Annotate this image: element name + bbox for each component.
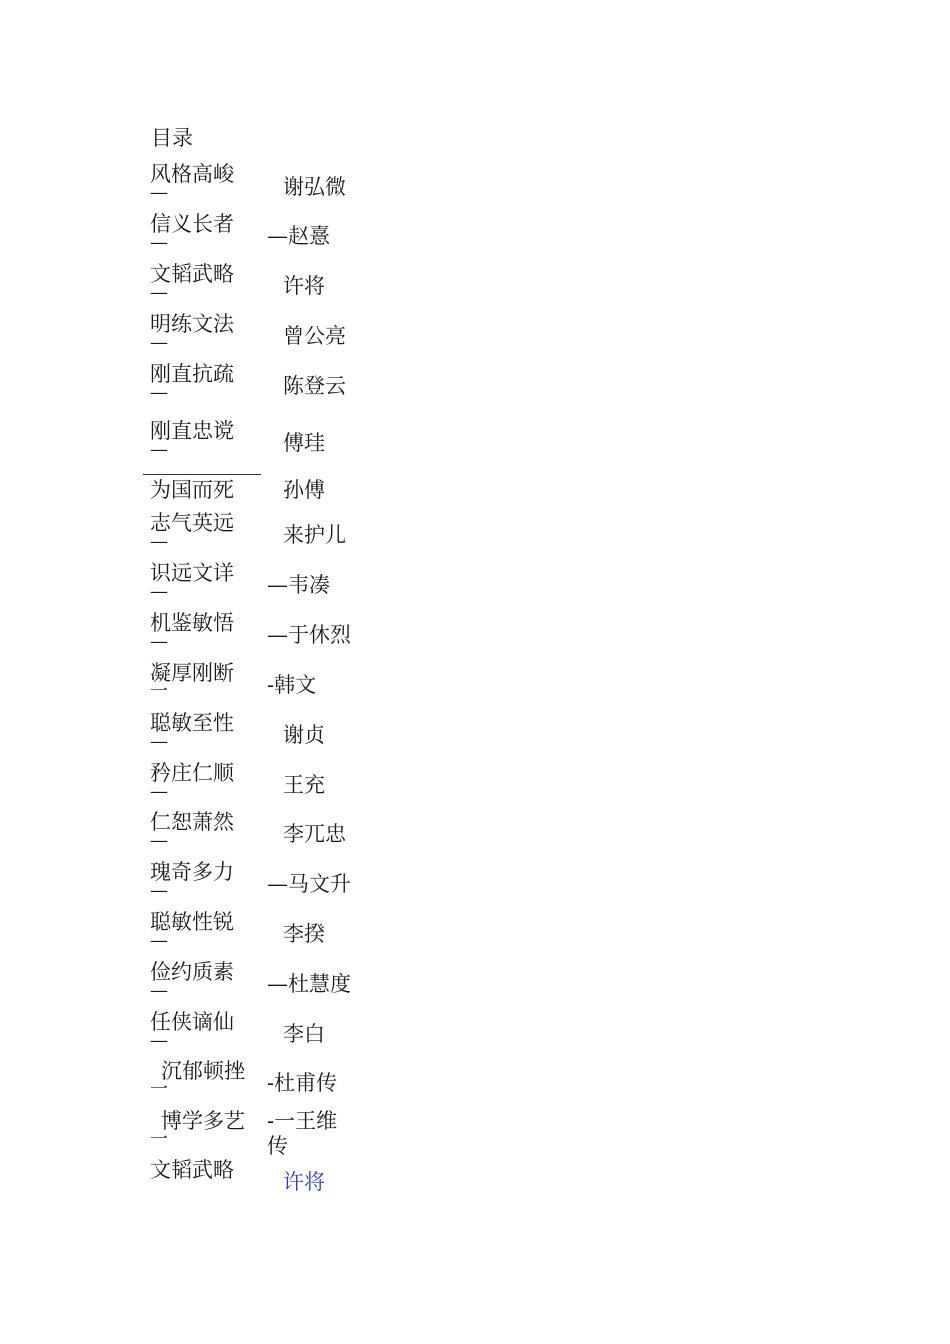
entry-title: 任侠谪仙 — [150,1010,234,1051]
entry-author: 许将 [283,274,325,298]
entry-dash: — [150,182,168,203]
entry-dash: — [150,880,168,901]
entry-title: 风格高峻 — [150,162,234,203]
entry-dash: 一 [150,681,168,702]
entry-title: 文韬武略 [150,1158,234,1182]
entry-dash: — [150,930,168,951]
entry-title: 识远文详 — [150,561,234,602]
entry-title: 刚直忠谠 — [150,419,234,460]
entry-title: 沉郁顿挫 一 [150,1059,245,1100]
entry-dash: — [150,581,168,602]
entry-dash: — [150,731,168,752]
entry-dash: — [150,531,168,552]
entry-author: —马文升 [267,872,351,896]
entry-dash: — [150,332,168,353]
entry-author: 李兀忠 [283,822,346,846]
entry-title: 机鉴敏悟 — [150,611,234,652]
divider-rule [143,474,261,475]
entry-author: —赵憙 [267,224,330,248]
entry-dash: 一 [150,1129,168,1150]
entry-author: 王充 [283,773,325,797]
entry-author: —杜慧度 [267,972,351,996]
entry-title: 聪敏性锐 — [150,910,234,951]
entry-author: 谢弘微 [283,175,346,199]
entry-dash: — [150,382,168,403]
entry-author: -杜甫传 [267,1071,338,1095]
entry-author: -韩文 [267,673,317,697]
entry-author: -一王维 传 [267,1109,338,1158]
entry-title: 凝厚刚断 一 [150,661,234,702]
entry-author: 孙傅 [283,478,325,502]
entry-dash: — [150,1030,168,1051]
entry-title: 刚直抗疏 — [150,362,234,403]
entry-author: —于休烈 [267,623,351,647]
entry-dash: — [150,781,168,802]
entry-dash: — [150,980,168,1001]
entry-author: 曾公亮 [283,324,346,348]
entry-author: 来护儿 [283,523,346,547]
entry-title: 为国而死 [150,478,234,502]
toc-title: 目录 [151,126,193,150]
entry-author-wrap: 传 [267,1134,288,1158]
entry-dash: — [150,282,168,303]
entry-author: 陈登云 [283,374,346,398]
entry-title: 明练文法 — [150,312,234,353]
entry-dash: — [150,232,168,253]
entry-title: 信义长者 — [150,212,234,253]
entry-title: 俭约质素 — [150,960,234,1001]
entry-title: 仁恕萧然 — [150,810,234,851]
entry-dash: — [150,830,168,851]
entry-title: 聪敏至性 — [150,711,234,752]
entry-dash: 一 [150,1079,168,1100]
entry-author-link[interactable]: 许将 [283,1170,325,1194]
entry-title: 文韬武略 — [150,262,234,303]
entry-title: 矜庄仁顺 — [150,761,234,802]
entry-author: —韦凑 [267,573,330,597]
entry-author: 傅珪 [283,431,325,455]
entry-title: 志气英远 — [150,511,234,552]
entry-dash: — [150,439,168,460]
entry-author: 李白 [283,1022,325,1046]
entry-author: 谢贞 [283,723,325,747]
entry-title: 瑰奇多力 — [150,860,234,901]
entry-author: 李揆 [283,922,325,946]
entry-title: 博学多艺 一 [150,1109,245,1150]
entry-dash: — [150,631,168,652]
